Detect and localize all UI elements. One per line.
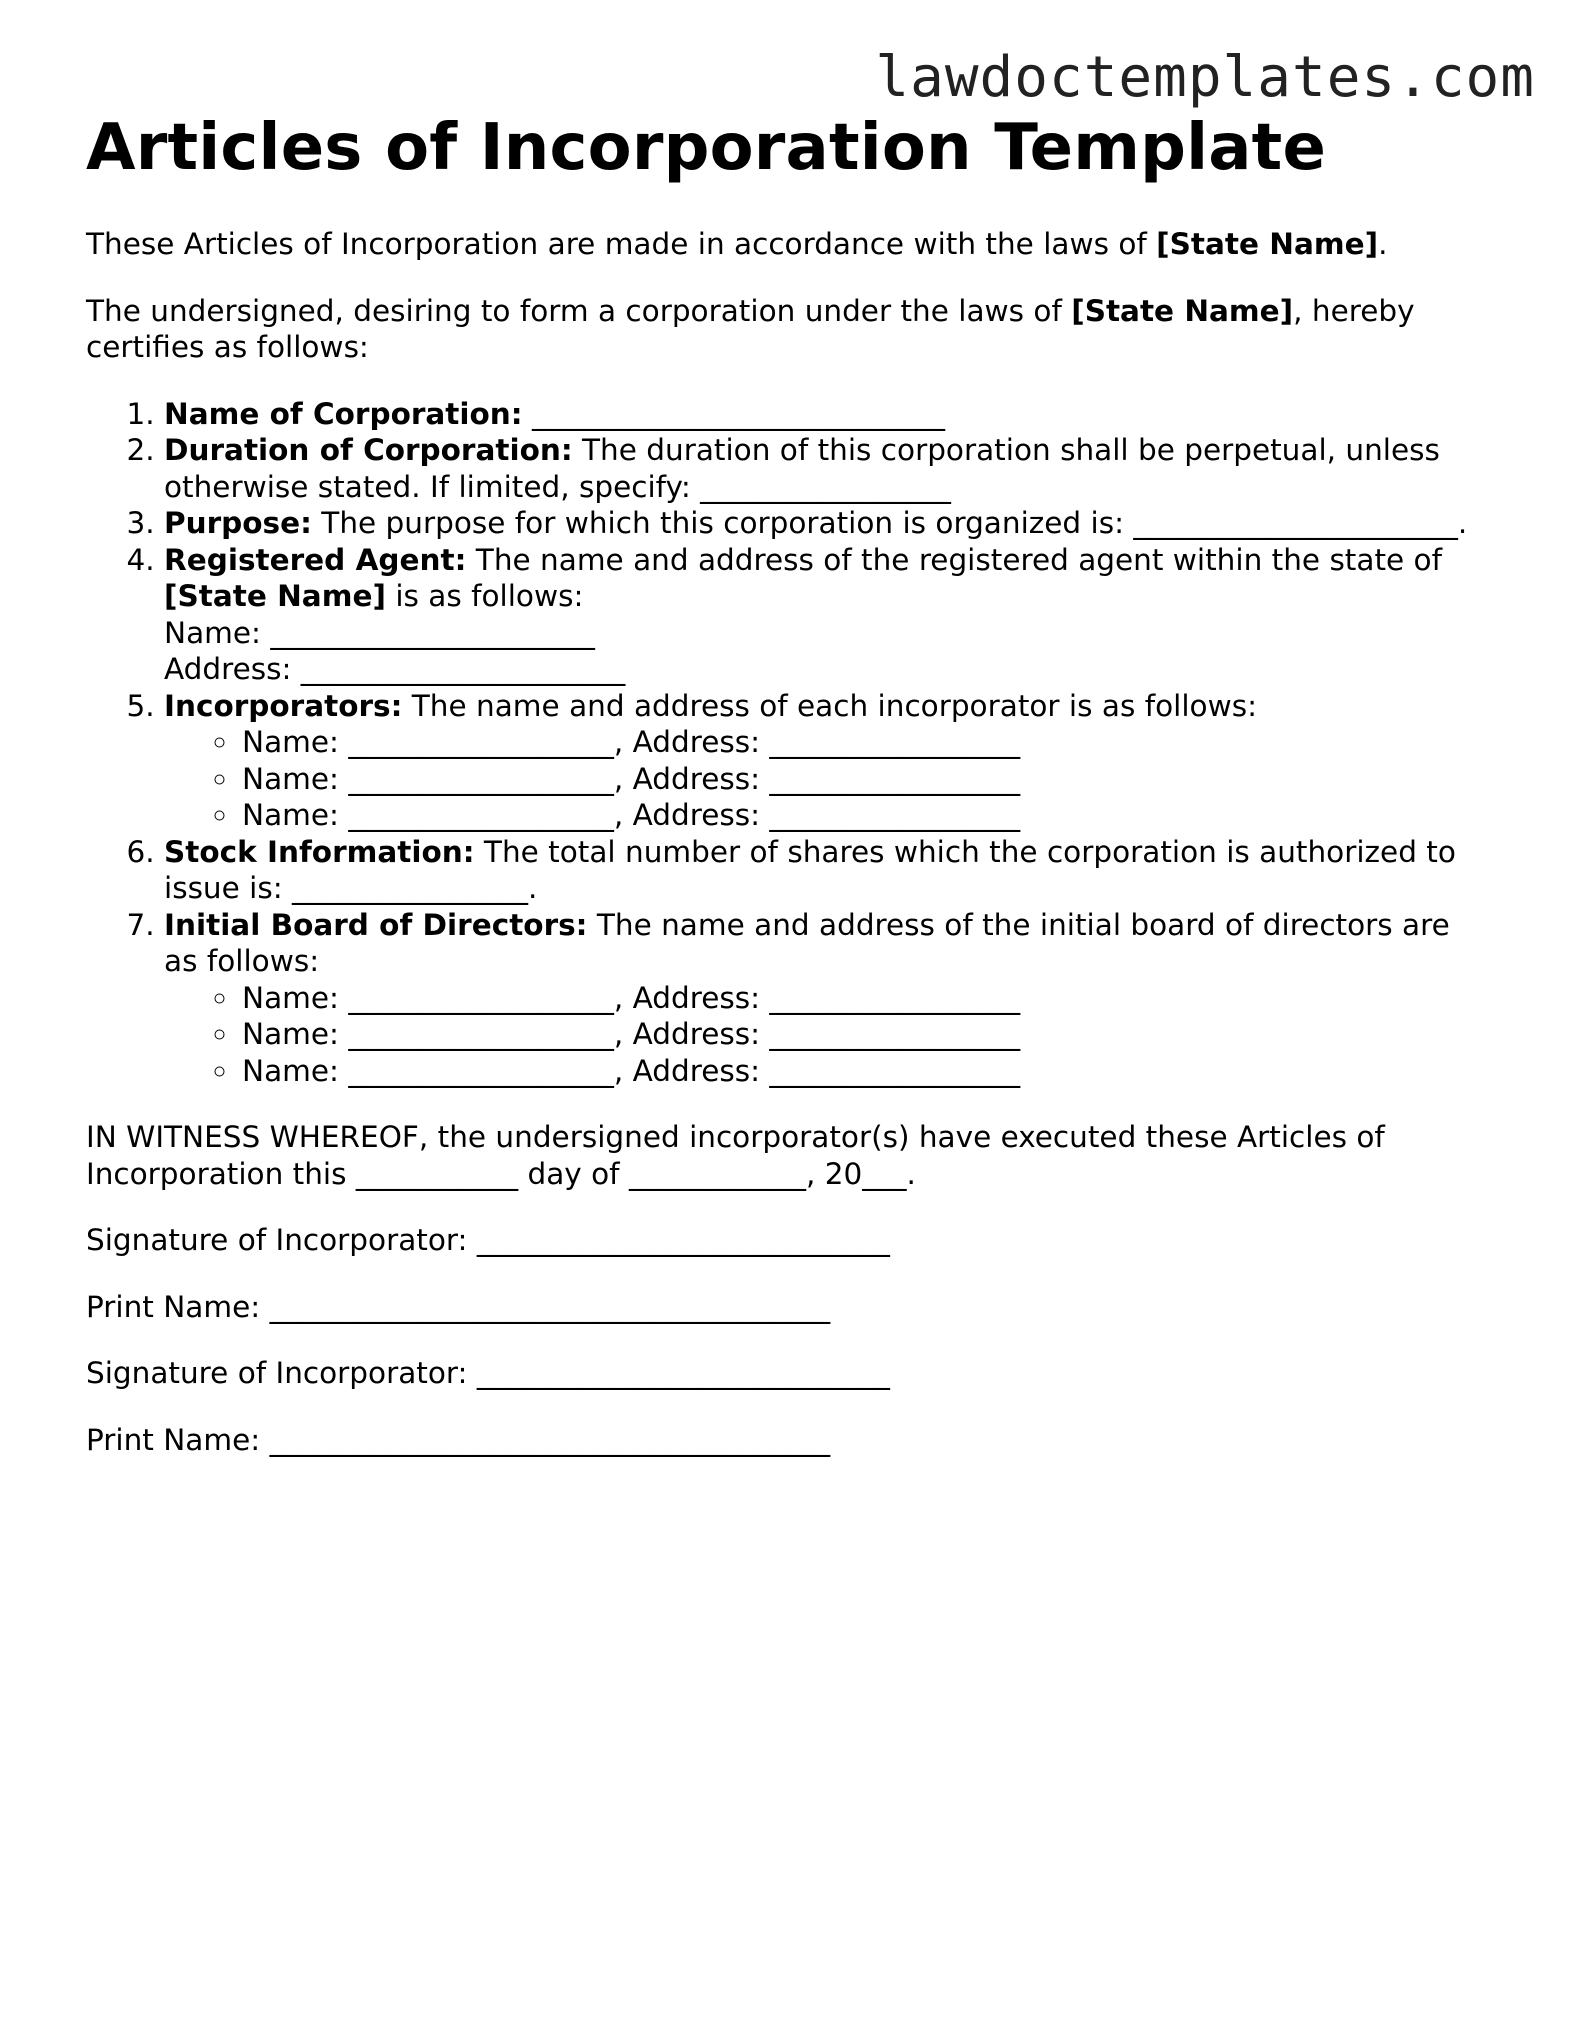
state-name-placeholder: [State Name] [164,579,386,613]
print-name-line-2: Print Name: ______________________________________ [86,1422,831,1457]
document-body [86,112,1486,1488]
state-name-placeholder: [State Name] [1156,227,1379,261]
incorporator-row: ◦ Name: __________________, Address: _________________ [240,724,1486,761]
article-name-of-corporation: 1. Name of Corporation: ____________________________ [164,396,1486,433]
article-stock-information: 6. Stock Information: The total number of shares which the corporation is authorized to issue is: ________________. [164,834,1486,907]
signature-line-1: Signature of Incorporator: ____________________________ [86,1223,890,1257]
document-title: Articles of Incorporation Template [86,111,1327,185]
print-name-line-1: Print Name: ______________________________________ [86,1289,831,1324]
article-duration: 2. Duration of Corporation: The duration of this corporation shall be perpetual, unless otherwise stated. If limited, specify: _________________ [164,432,1486,505]
director-row: ◦ Name: __________________, Address: _________________ [240,1016,1486,1053]
agent-address-line: Address: ______________________ [164,652,626,686]
article-incorporators: 5. Incorporators: The name and address of each incorporator is as follows: ◦ Name: __________________, Address: _________________ ◦ Name: __________________, Address: _________________ ◦ Name: __________________, Address: _________________ [164,688,1486,834]
article-board-of-directors: 7. Initial Board of Directors: The name and address of the initial board of directors are as follows: ◦ Name: __________________, Address: _________________ ◦ Name: __________________, Address: _________________ ◦ Name: __________________, Address: _________________ [164,907,1486,1090]
witness-clause: IN WITNESS WHEREOF, the undersigned incorporator(s) have executed these Articles of Incorporation this ___________ day of ____________, 20___. [86,1120,1385,1191]
incorporator-row: ◦ Name: __________________, Address: _________________ [240,797,1486,834]
incorporators-list [164,724,1486,834]
site-watermark: lawdoctemplates.com [875,45,1535,110]
agent-name-line: Name: ______________________ [164,615,595,650]
intro-paragraph-1: These Articles of Incorporation are made in accordance with the laws of [State Name]. [86,227,1388,261]
director-row: ◦ Name: __________________, Address: _________________ [240,980,1486,1017]
incorporator-row: ◦ Name: __________________, Address: _________________ [240,761,1486,798]
state-name-placeholder: [State Name] [1071,293,1294,328]
directors-list [164,980,1486,1090]
articles-list [86,396,1486,1090]
director-row: ◦ Name: __________________, Address: _________________ [240,1053,1486,1090]
intro-paragraph-2: The undersigned, desiring to form a corporation under the laws of [State Name], hereby certifies as follows: [86,293,1415,364]
article-purpose: 3. Purpose: The purpose for which this corporation is organized is: ______________________. [164,505,1486,542]
signature-line-2: Signature of Incorporator: ____________________________ [86,1356,890,1390]
article-registered-agent: 4. Registered Agent: The name and address of the registered agent within the state of [State Name] is as follows: Name: ______________________ Address: ______________________ [164,542,1486,688]
